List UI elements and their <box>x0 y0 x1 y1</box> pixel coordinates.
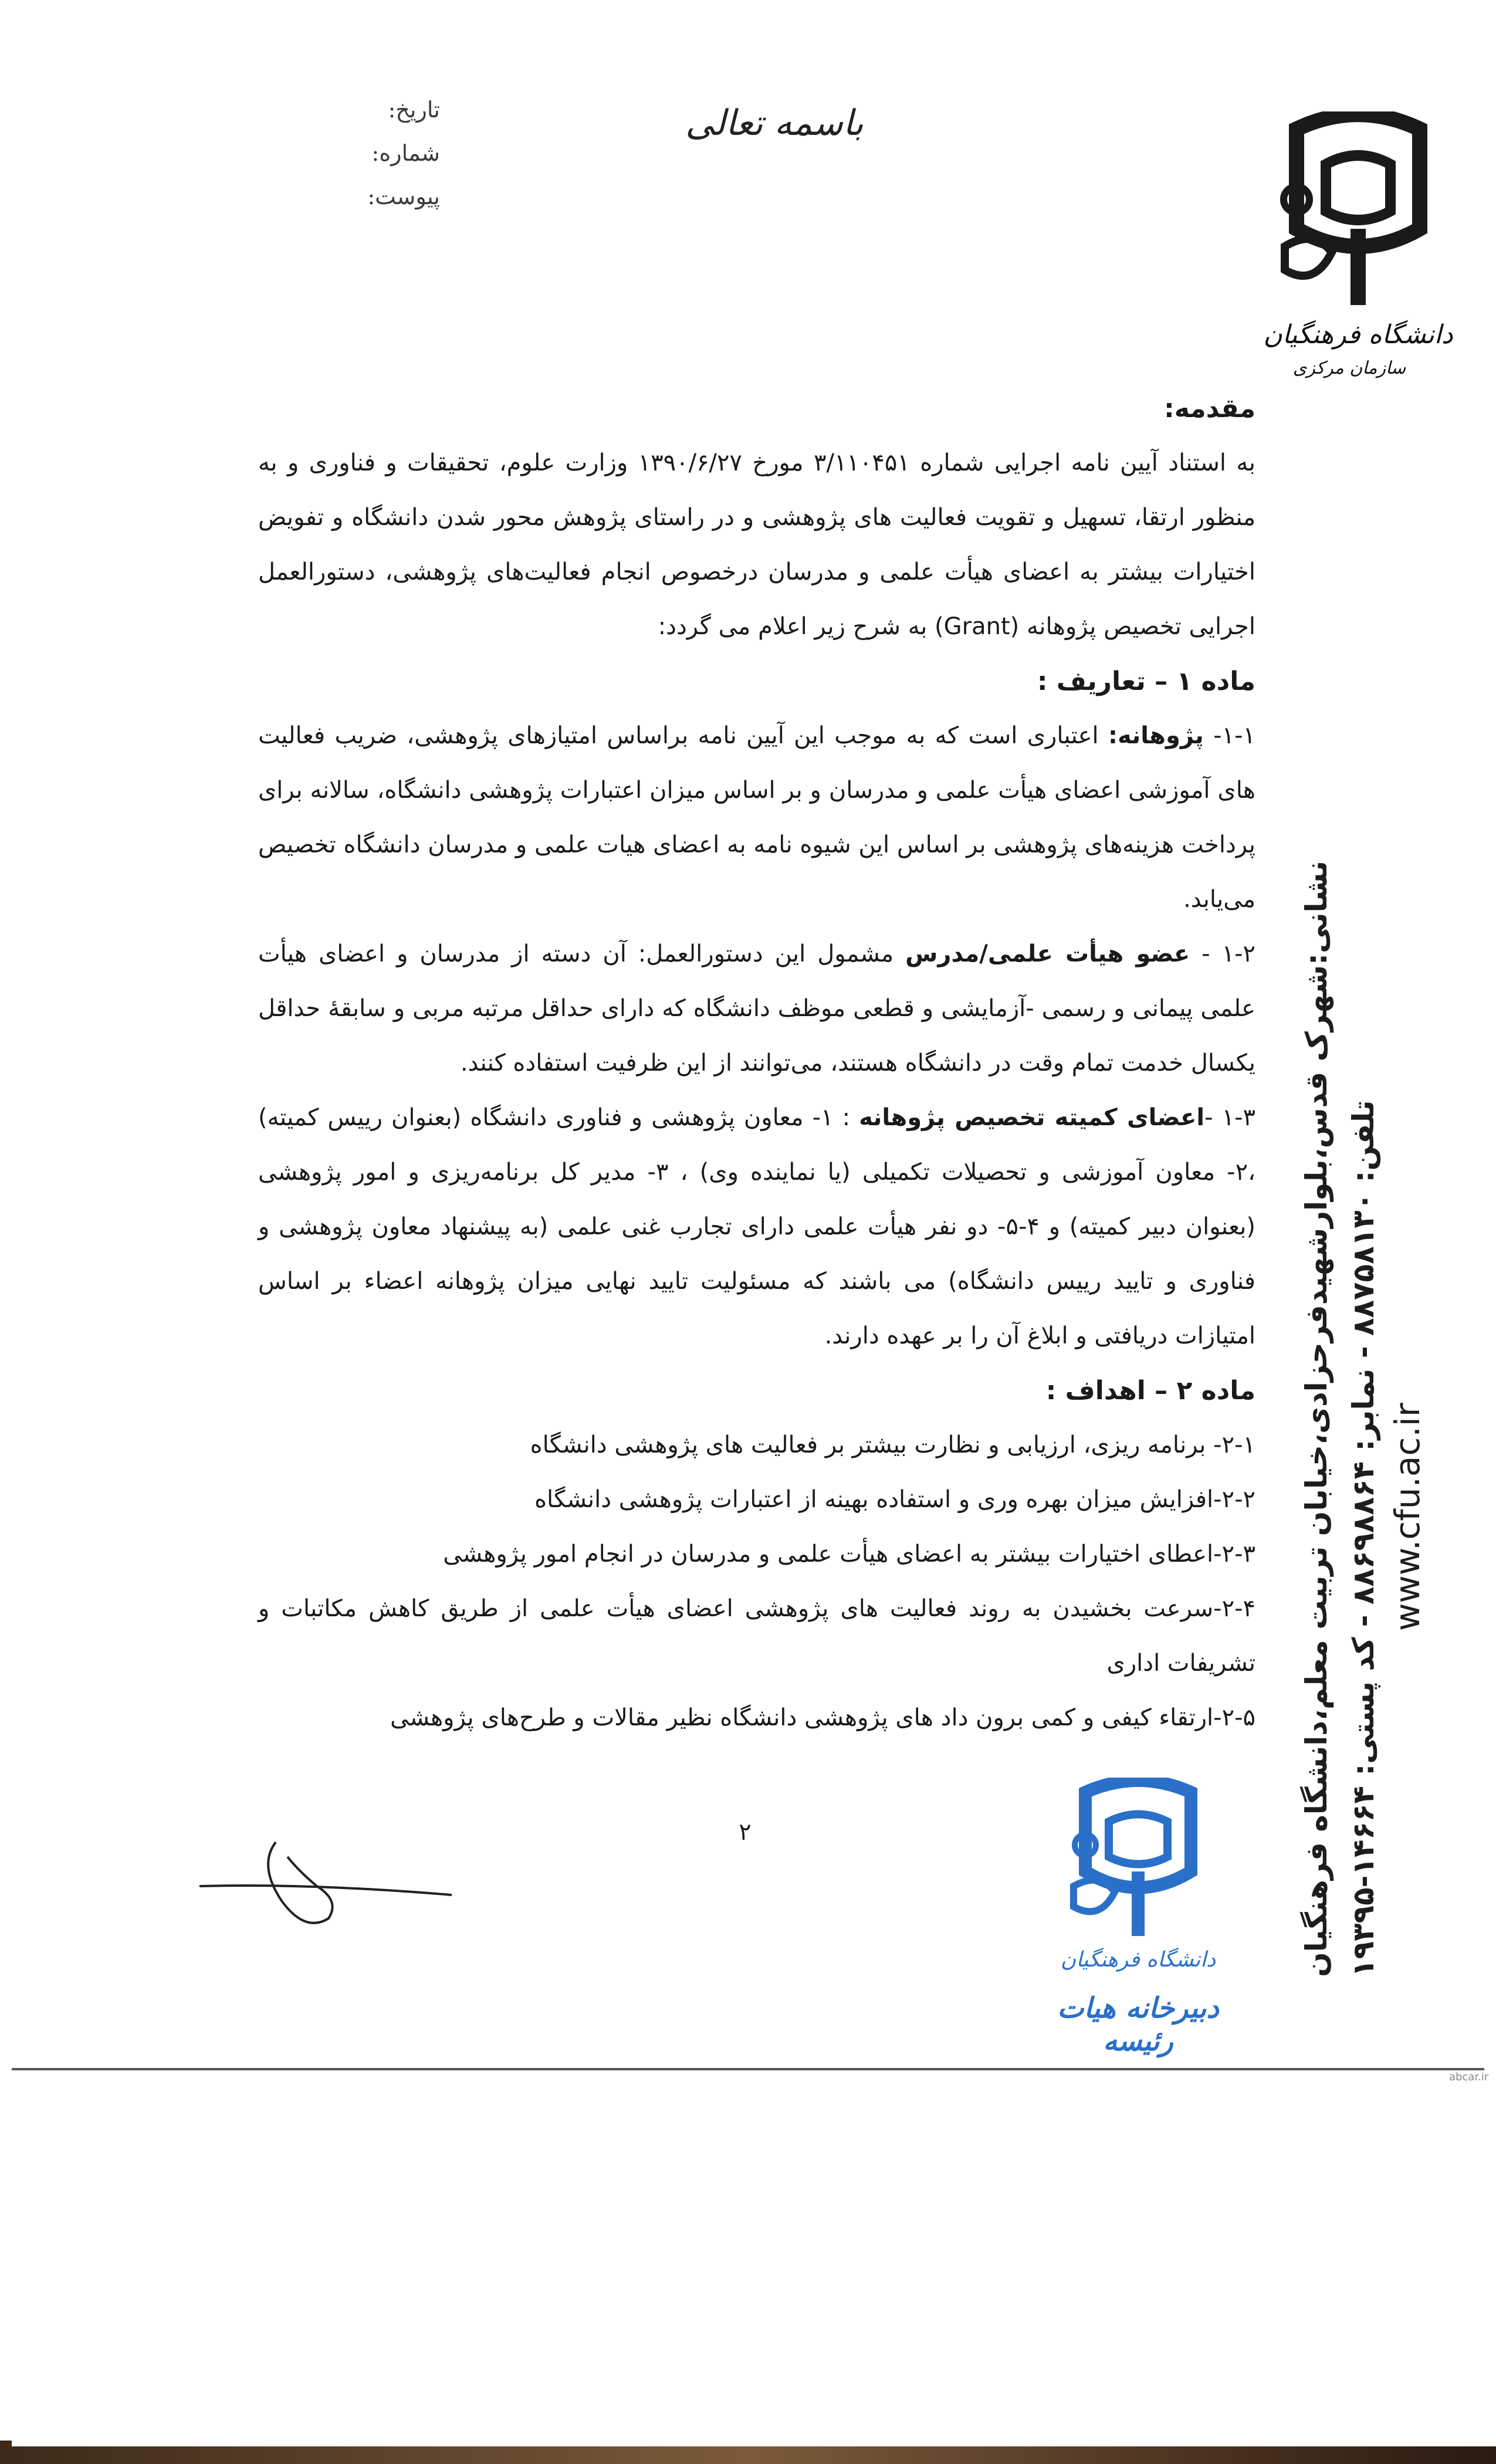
seal-emblem-icon <box>1050 1778 1226 1954</box>
page-divider <box>12 2068 1484 2070</box>
logo-subtitle: سازمان مرکزی <box>1292 358 1406 378</box>
contact-phones: تلفن: ۸۸۷۵۸۱۳۰ - نمابر: ۸۸۶۹۸۸۶۴ - کد پستی: ۱۴۶۶۴-۱۹۳۹۵ <box>1346 1100 1380 1977</box>
goal-item: ۲-۴-سرعت بخشیدن به روند فعالیت های پژوهشی اعضای هیأت علمی از طریق کاهش مکاتبات و تشریفات اداری <box>258 1595 1255 1677</box>
number-label: شماره: <box>371 140 440 166</box>
page-number: ۲ <box>739 1819 752 1846</box>
goal-item: ۲-۳-اعطای اختیارات بیشتر به اعضای هیأت علمی و مدرسان در انجام امور پژوهشی <box>443 1541 1255 1568</box>
item-text: مشمول این دستورالعمل: آن دسته از مدرسان و اعضای هیأت علمی پیمانی و رسمی -آزمایشی و قطعی موظف دانشگاه که دارای حداقل مرتبه مربی و سابقۀ حداقل یکسال خدمت تمام وقت در دانشگاه هستند، می‌توانند از این ظرفیت استفاده کنند. <box>258 940 1255 1077</box>
logo-emblem-icon <box>1261 111 1455 334</box>
contact-url: www.cfu.ac.ir <box>1387 1403 1427 1631</box>
item-term: اعضای کمیته تخصیص پژوهانه <box>859 1104 1205 1131</box>
office-seal <box>1050 1778 1226 2059</box>
seal-name: دانشگاه فرهنگیان <box>1060 1948 1216 1972</box>
article2-heading: ماده ۲ – اهداف : <box>1045 1376 1255 1406</box>
contact-address: نشانی:شهرک قدس،بلوارشهیدفرحزادی،خیابان تربیت معلم،دانشگاه فرهنگیان <box>1299 861 1333 1977</box>
item-number: ۱-۱- <box>1203 722 1255 749</box>
date-label: تاریخ: <box>388 97 440 123</box>
definition-item <box>258 709 1255 927</box>
item-number: ۱-۲ - <box>1190 940 1255 967</box>
goal-item: ۲-۱- برنامه ریزی، ارزیابی و نظارت بیشتر بر فعالیت های پژوهشی دانشگاه <box>530 1431 1255 1458</box>
attachment-label: پیوست: <box>367 184 440 209</box>
letter-meta <box>346 88 440 218</box>
watermark: abcar.ir <box>1449 2071 1489 2083</box>
letter-body <box>258 381 1255 1745</box>
item-term: پژوهانه: <box>1108 722 1204 749</box>
intro-paragraph: به استناد آیین نامه اجرایی شماره ۳/۱۱۰۴۵۱ مورخ ۱۳۹۰/۶/۲۷ وزارت علوم، تحقیقات و فناوری و به منظور ارتقا، تسهیل و تقویت فعالیت های پژوهشی و در راستای پژوهش محور شدن دانشگاه و تفویض اختیارات بیشتر به اعضای هیأت علمی و مدرسان درخصوص انجام فعالیت‌های پژوهشی، دستورالعمل اجرایی تخصیص پژوهانه (Grant) به شرح زیر اعلام می گردد: <box>258 449 1256 640</box>
bismillah-calligraphy: باسمه تعالی <box>685 103 864 144</box>
logo-name: دانشگاه فرهنگیان <box>1263 320 1453 350</box>
item-text: : ۱- معاون پژوهشی و فناوری دانشگاه (بعنوان رییس کمیته) ،۲- معاون آموزشی و تحصیلات تکمیلی (یا نماینده وی) ، ۳- مدیر کل برنامه‌ریزی و امور پژوهشی (بعنوان دبیر کمیته) و ۴-۵- دو نفر هیأت علمی دارای تجارب غنی علمی (به پیشنهاد معاون پژوهشی و فناوری و تایید رییس دانشگاه) می باشند که مسئولیت تایید نهایی میزان پژوهانه اعضاء بر اساس امتیازات دریافتی و ابلاغ آن را بر عهده دارند. <box>258 1104 1255 1349</box>
intro-heading: مقدمه: <box>1164 394 1255 424</box>
seal-office: دبیرخانه هیات رئیسه <box>1057 1992 1219 2057</box>
goal-item: ۲-۵-ارتقاء کیفی و کمی برون داد های پژوهشی دانشگاه نظیر مقالات و طرح‌های پژوهشی <box>390 1704 1255 1731</box>
goal-item: ۲-۲-افزایش میزان بهره وری و استفاده بهینه از اعتبارات پژوهشی دانشگاه <box>534 1486 1255 1513</box>
item-text: اعتباری است که به موجب این آیین نامه براساس امتیازهای پژوهشی، ضریب فعالیت های آموزشی اعضای هیأت علمی و مدرسان و بر اساس میزان اعتبارات پژوهشی دانشگاه، سالانه برای پرداخت هزینه‌های پژوهشی بر اساس این شیوه نامه به اعضای هیات علمی و مدرسان دانشگاه تخصیص می‌یابد. <box>258 722 1255 913</box>
goals-section <box>258 1363 1255 1745</box>
definition-item <box>258 1091 1255 1363</box>
item-number: ۱-۳ - <box>1204 1104 1256 1131</box>
bottom-strip <box>0 2446 1496 2464</box>
article1-heading: ماده ۱ – تعاریف : <box>1037 666 1255 696</box>
item-term: عضو هیأت علمی/مدرس <box>905 940 1190 967</box>
signature-image <box>194 1830 458 1948</box>
definition-item <box>258 927 1255 1091</box>
university-logo <box>1261 111 1455 381</box>
